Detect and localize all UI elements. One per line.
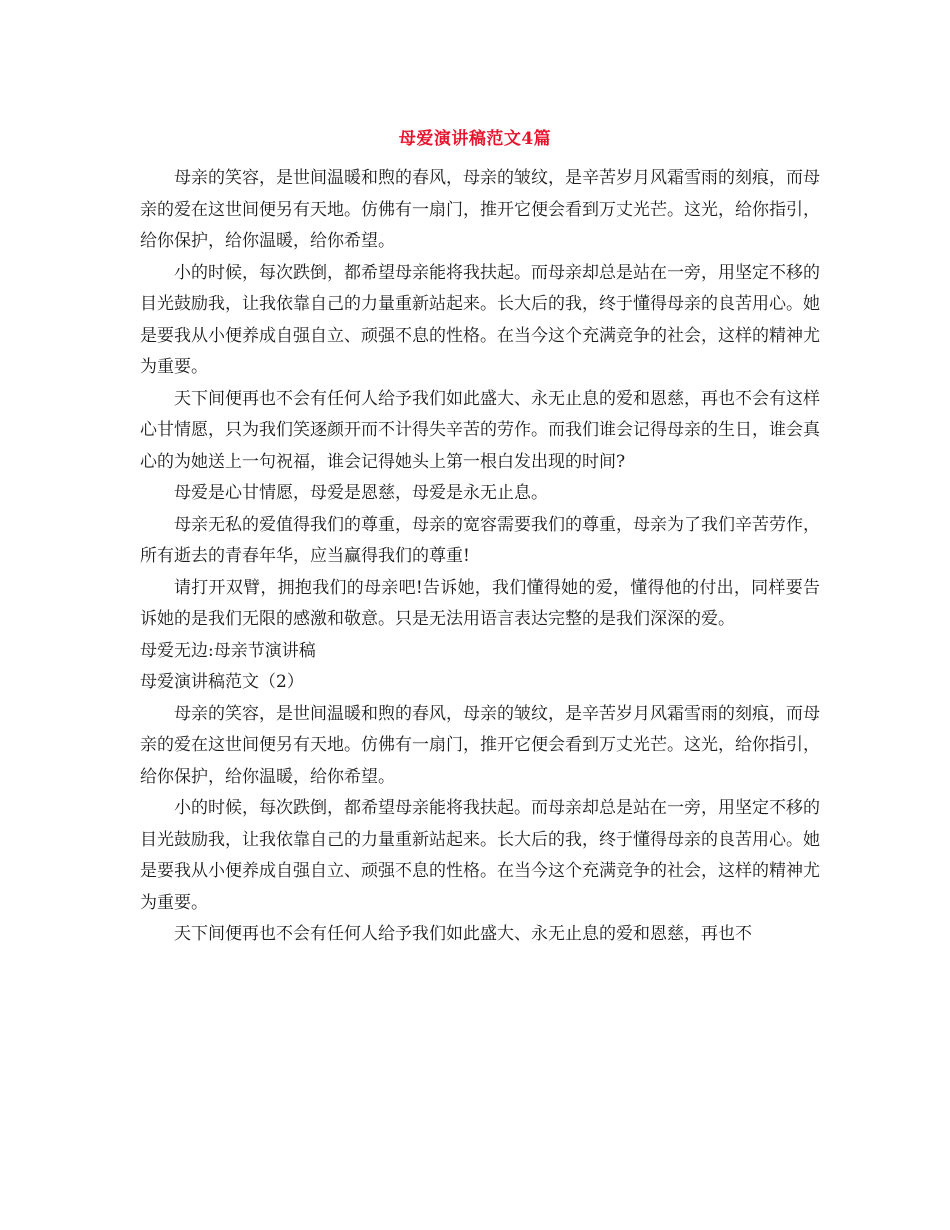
paragraph: 天下间便再也不会有任何人给予我们如此盛大、永无止息的爱和恩慈，再也不会有这样心甘情愿，只为我们笑逐颜开而不计得失辛苦的劳作。而我们谁会记得母亲的生日，谁会真心的为她送上一句祝福，谁会记得她头上第一根白发出现的时间?	[140, 388, 820, 472]
paragraph: 母亲无私的爱值得我们的尊重，母亲的宽容需要我们的尊重，母亲为了我们辛苦劳作，所有逝去的青春年华，应当赢得我们的尊重!	[140, 514, 820, 566]
document-body	[140, 163, 820, 951]
paragraph: 请打开双臂，拥抱我们的母亲吧!告诉她，我们懂得她的爱，懂得他的付出，同样要告诉她的是我们无限的感激和敬意。只是无法用语言表达完整的是我们深深的爱。	[140, 577, 820, 629]
paragraph: 母亲的笑容，是世间温暖和煦的春风，母亲的皱纹，是辛苦岁月风霜雪雨的刻痕，而母亲的爱在这世间便另有天地。仿佛有一扇门，推开它便会看到万丈光芒。这光，给你指引，给你保护，给你温暖，给你希望。	[140, 168, 820, 251]
paragraph: 母爱是心甘情愿，母爱是恩慈，母爱是永无止息。	[174, 483, 548, 503]
document-title: 母爱演讲稿范文4篇	[398, 129, 552, 149]
paragraph: 小的时候，每次跌倒，都希望母亲能将我扶起。而母亲却总是站在一旁，用坚定不移的目光鼓励我，让我依靠自己的力量重新站起来。长大后的我，终于懂得母亲的良苦用心。她是要我从小便养成自强自立、顽强不息的性格。在当今这个充满竞争的社会，这样的精神尤为重要。	[140, 262, 820, 377]
section-heading: 母爱演讲稿范文（2）	[140, 672, 304, 692]
subheading: 母爱无边:母亲节演讲稿	[140, 640, 316, 661]
paragraph: 小的时候，每次跌倒，都希望母亲能将我扶起。而母亲却总是站在一旁，用坚定不移的目光鼓励我，让我依靠自己的力量重新站起来。长大后的我，终于懂得母亲的良苦用心。她是要我从小便养成自强自立、顽强不息的性格。在当今这个充满竞争的社会，这样的精神尤为重要。	[140, 798, 820, 913]
paragraph: 天下间便再也不会有任何人给予我们如此盛大、永无止息的爱和恩慈，再也不	[174, 924, 752, 944]
paragraph: 母亲的笑容，是世间温暖和煦的春风，母亲的皱纹，是辛苦岁月风霜雪雨的刻痕，而母亲的爱在这世间便另有天地。仿佛有一扇门，推开它便会看到万丈光芒。这光，给你指引，给你保护，给你温暖，给你希望。	[140, 703, 820, 787]
